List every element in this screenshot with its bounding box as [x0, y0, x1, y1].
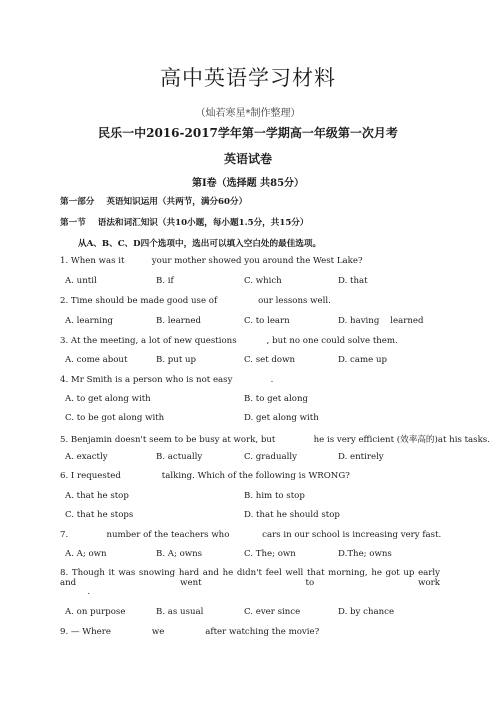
option-b: B. learned: [156, 316, 201, 326]
volume-heading: 第Ⅰ卷（选择题 共85分）: [191, 178, 305, 189]
exam-title: 民乐一中2016-2017学年第一学期高一年级第一次月考: [98, 126, 398, 140]
part-heading: 第一部分 英语知识运用（共两节，满分60分）: [60, 197, 248, 207]
option-a: A. to get along with: [65, 394, 151, 404]
option-d: D. that: [338, 276, 368, 286]
subject-title: 英语试卷: [223, 152, 272, 166]
question-stem: 7. number of the teachers who cars in our school is increasing very fast.: [60, 530, 442, 540]
question-stem: 1. When was it your mother showed you around the West Lake?: [60, 256, 363, 266]
question-stem: 8. Though it was snowing hard and he didn't feel well that morning, he got up early and went to work: [60, 568, 440, 588]
option-a: A. that he stop: [65, 491, 129, 501]
option-b: B. A; owns: [156, 549, 203, 559]
option-a: A. learning: [65, 316, 114, 326]
option-b: B. him to stop: [244, 491, 305, 501]
question-stem-continued: .: [60, 587, 91, 597]
option-d: D. get along with: [244, 413, 319, 423]
option-a: A. come about: [65, 355, 128, 365]
option-a: A. exactly: [65, 452, 108, 462]
option-d: D.The; owns: [338, 549, 392, 559]
option-c: C. The; own: [244, 549, 296, 559]
option-d: D. having learned: [338, 316, 424, 326]
option-c: C. which: [244, 276, 282, 286]
option-a: A. until: [65, 276, 97, 286]
option-b: B. if: [156, 276, 174, 286]
option-a: A. on purpose: [65, 607, 126, 617]
option-c: C. ever since: [244, 607, 301, 617]
option-c: C. to learn: [244, 316, 290, 326]
material-title: 高中英语学习材料: [160, 66, 336, 90]
option-d: D. that he should stop: [244, 510, 340, 520]
option-d: D. came up: [338, 355, 387, 365]
question-stem: 9. — Where we after watching the movie?: [60, 627, 320, 637]
instruction-text: 从A、B、C、D四个选项中，选出可以填入空白处的最佳选项。: [78, 239, 322, 249]
question-stem: 4. Mr Smith is a person who is not easy .: [60, 375, 274, 385]
section-heading: 第一节 语法和词汇知识（共10小题，每小题1.5分，共15分）: [60, 218, 309, 228]
option-b: B. actually: [156, 452, 203, 462]
option-d: D. by chance: [338, 607, 395, 617]
option-b: B. put up: [156, 355, 197, 365]
option-c: C. set down: [244, 355, 295, 365]
option-a: A. A; own: [65, 549, 107, 559]
option-c: C. gradually: [244, 452, 297, 462]
option-b: B. to get along: [244, 394, 308, 404]
option-b: B. as usual: [156, 607, 204, 617]
question-stem: 6. I requested talking. Which of the following is WRONG?: [60, 471, 350, 481]
option-d: D. entirely: [338, 452, 384, 462]
question-stem: 3. At the meeting, a lot of new questions , but no one could solve them.: [60, 336, 398, 346]
question-stem: 2. Time should be made good use of our lessons well.: [60, 296, 331, 306]
question-stem: 5. Benjamin doesn't seem to be busy at work, but he is very efficient (效率高的)at his tasks.: [60, 435, 490, 445]
option-c: C. to be got along with: [65, 413, 165, 423]
compiler-note: （灿若寒星*制作整理）: [195, 108, 301, 119]
option-c: C. that he stops: [65, 510, 134, 520]
